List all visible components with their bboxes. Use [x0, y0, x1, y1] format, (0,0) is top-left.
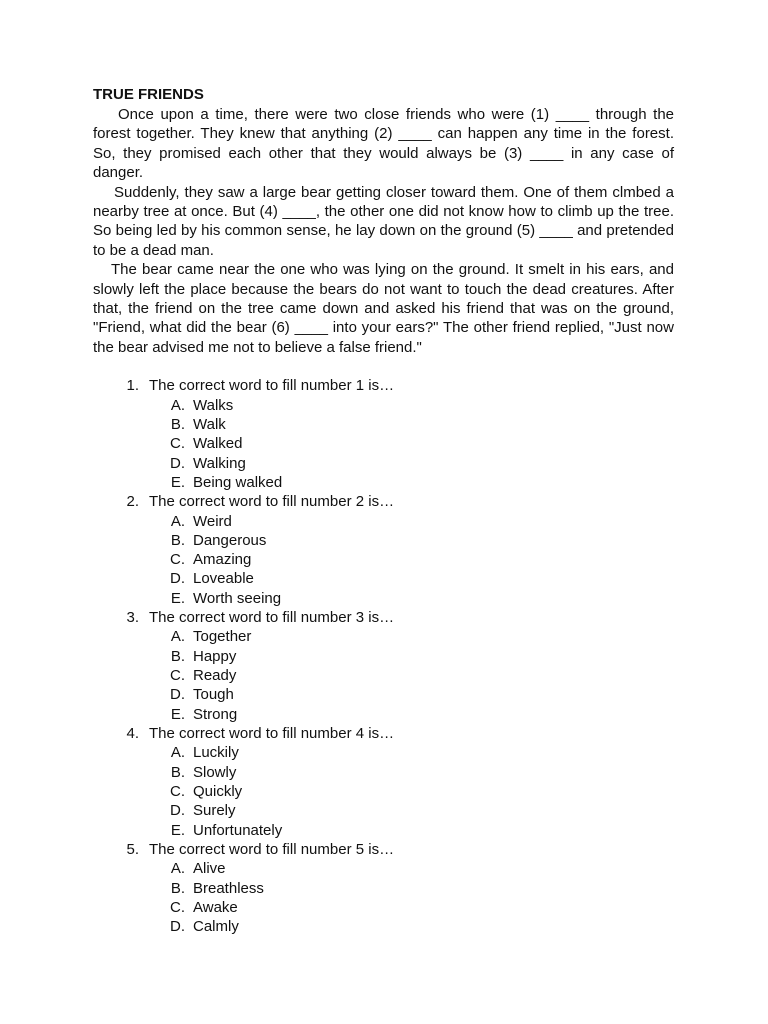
option-text: Unfortunately [193, 821, 283, 839]
option-spacer [185, 743, 193, 762]
question-spacer [139, 840, 149, 859]
option-spacer [185, 569, 193, 588]
question-number: 2. [126, 493, 139, 511]
option-letter: B. [170, 531, 185, 549]
option-letter: D. [170, 686, 185, 704]
option-list [93, 859, 674, 936]
option-letter: A. [170, 396, 185, 414]
option-list [93, 396, 674, 492]
option-spacer [185, 782, 193, 801]
option-spacer [185, 917, 193, 936]
question-list [93, 376, 674, 936]
question-item [93, 840, 674, 937]
option-letter: D. [170, 802, 185, 820]
option-letter: C. [170, 551, 185, 569]
answer-option [93, 627, 674, 646]
option-spacer [185, 589, 193, 608]
option-spacer [185, 898, 193, 917]
question-number: 1. [126, 377, 139, 395]
question-row [93, 608, 674, 627]
document-title: TRUE FRIENDS [93, 86, 204, 103]
answer-option [93, 531, 674, 550]
answer-option [93, 569, 674, 588]
option-spacer [185, 434, 193, 453]
answer-option [93, 898, 674, 917]
option-letter: E. [170, 821, 185, 839]
option-spacer [185, 550, 193, 569]
option-text: Calmly [193, 918, 239, 936]
question-spacer [139, 724, 149, 743]
question-number: 4. [126, 724, 139, 742]
option-letter: E. [170, 705, 185, 723]
option-letter: D. [170, 918, 185, 936]
answer-option [93, 550, 674, 569]
option-text: Walking [193, 454, 246, 472]
option-text: Together [193, 628, 252, 646]
option-spacer [185, 879, 193, 898]
option-spacer [185, 473, 193, 492]
option-spacer [185, 763, 193, 782]
option-letter: C. [170, 782, 185, 800]
option-text: Loveable [193, 570, 254, 588]
answer-option [93, 859, 674, 878]
question-number: 5. [126, 840, 139, 858]
answer-option [93, 917, 674, 936]
option-text: Being walked [193, 473, 283, 491]
option-letter: A. [170, 628, 185, 646]
option-text: Walk [193, 415, 226, 433]
option-text: Slowly [193, 763, 237, 781]
answer-option [93, 512, 674, 531]
question-spacer [139, 492, 149, 511]
option-letter: D. [170, 454, 185, 472]
option-text: Weird [193, 512, 232, 530]
answer-option [93, 763, 674, 782]
option-text: Walks [193, 396, 234, 414]
option-text: Ready [193, 667, 237, 685]
question-item [93, 492, 674, 608]
answer-option [93, 473, 674, 492]
question-spacer [139, 376, 149, 395]
option-text: Walked [193, 435, 243, 453]
question-text: The correct word to fill number 3 is… [149, 609, 395, 627]
option-text: Awake [193, 898, 238, 916]
option-letter: A. [170, 860, 185, 878]
option-letter: C. [170, 667, 185, 685]
option-list [93, 743, 674, 839]
option-spacer [185, 666, 193, 685]
question-row [93, 840, 674, 859]
answer-option [93, 801, 674, 820]
question-text: The correct word to fill number 1 is… [149, 377, 395, 395]
option-spacer [185, 531, 193, 550]
question-row [93, 724, 674, 743]
question-item [93, 376, 674, 492]
option-text: Surely [193, 802, 236, 820]
option-letter: D. [170, 570, 185, 588]
answer-option [93, 705, 674, 724]
question-row [93, 492, 674, 511]
option-text: Worth seeing [193, 589, 282, 607]
option-letter: B. [170, 879, 185, 897]
question-text: The correct word to fill number 5 is… [149, 840, 395, 858]
answer-option [93, 685, 674, 704]
option-spacer [185, 396, 193, 415]
answer-option [93, 743, 674, 762]
option-list [93, 512, 674, 608]
option-letter: B. [170, 415, 185, 433]
option-text: Breathless [193, 879, 264, 897]
option-text: Strong [193, 705, 238, 723]
document-content [93, 85, 674, 936]
option-letter: C. [170, 435, 185, 453]
option-spacer [185, 801, 193, 820]
answer-option [93, 396, 674, 415]
option-letter: A. [170, 744, 185, 762]
option-letter: B. [170, 647, 185, 665]
answer-option [93, 415, 674, 434]
option-text: Dangerous [193, 531, 267, 549]
option-letter: E. [170, 589, 185, 607]
option-spacer [185, 821, 193, 840]
option-text: Amazing [193, 551, 252, 569]
question-number: 3. [126, 609, 139, 627]
answer-option [93, 454, 674, 473]
option-spacer [185, 415, 193, 434]
option-letter: A. [170, 512, 185, 530]
option-list [93, 627, 674, 723]
option-letter: E. [170, 473, 185, 491]
option-text: Happy [193, 647, 237, 665]
story-paragraph-2: Suddenly, they saw a large bear getting closer toward them. One of them clmbed a nearby tree at once. But (4) ____, the other one did not know how to climb up the tree. So being led by his common sense, he lay down on the ground (5) ____ and pretended to be a dead man. [93, 183, 674, 259]
question-item [93, 724, 674, 840]
question-spacer [139, 608, 149, 627]
option-text: Tough [193, 686, 234, 704]
option-text: Luckily [193, 744, 239, 762]
question-text: The correct word to fill number 2 is… [149, 493, 395, 511]
option-spacer [185, 705, 193, 724]
option-spacer [185, 627, 193, 646]
question-item [93, 608, 674, 724]
option-spacer [185, 859, 193, 878]
option-letter: B. [170, 763, 185, 781]
answer-option [93, 879, 674, 898]
story-paragraph-3: The bear came near the one who was lying on the ground. It smelt in his ears, and slowly left the place because the bears do not want to touch the dead creatures. After that, the friend on the tree came down and asked his friend that was on the ground, "Friend, what did the bear (6) ____ into your ears?" The other friend replied, "Just now the bear advised me not to believe a false friend." [93, 261, 674, 356]
option-letter: C. [170, 898, 185, 916]
answer-option [93, 434, 674, 453]
answer-option [93, 589, 674, 608]
answer-option [93, 782, 674, 801]
answer-option [93, 647, 674, 666]
question-text: The correct word to fill number 4 is… [149, 724, 395, 742]
answer-option [93, 666, 674, 685]
option-text: Alive [193, 860, 226, 878]
option-spacer [185, 454, 193, 473]
option-spacer [185, 512, 193, 531]
option-text: Quickly [193, 782, 243, 800]
answer-option [93, 821, 674, 840]
option-spacer [185, 685, 193, 704]
story-paragraph-1: Once upon a time, there were two close friends who were (1) ____ through the forest together. They knew that anything (2) ____ can happen any time in the forest. So, they promised each other that they would always be (3) ____ in any case of danger. [93, 106, 674, 182]
option-spacer [185, 647, 193, 666]
question-row [93, 376, 674, 395]
